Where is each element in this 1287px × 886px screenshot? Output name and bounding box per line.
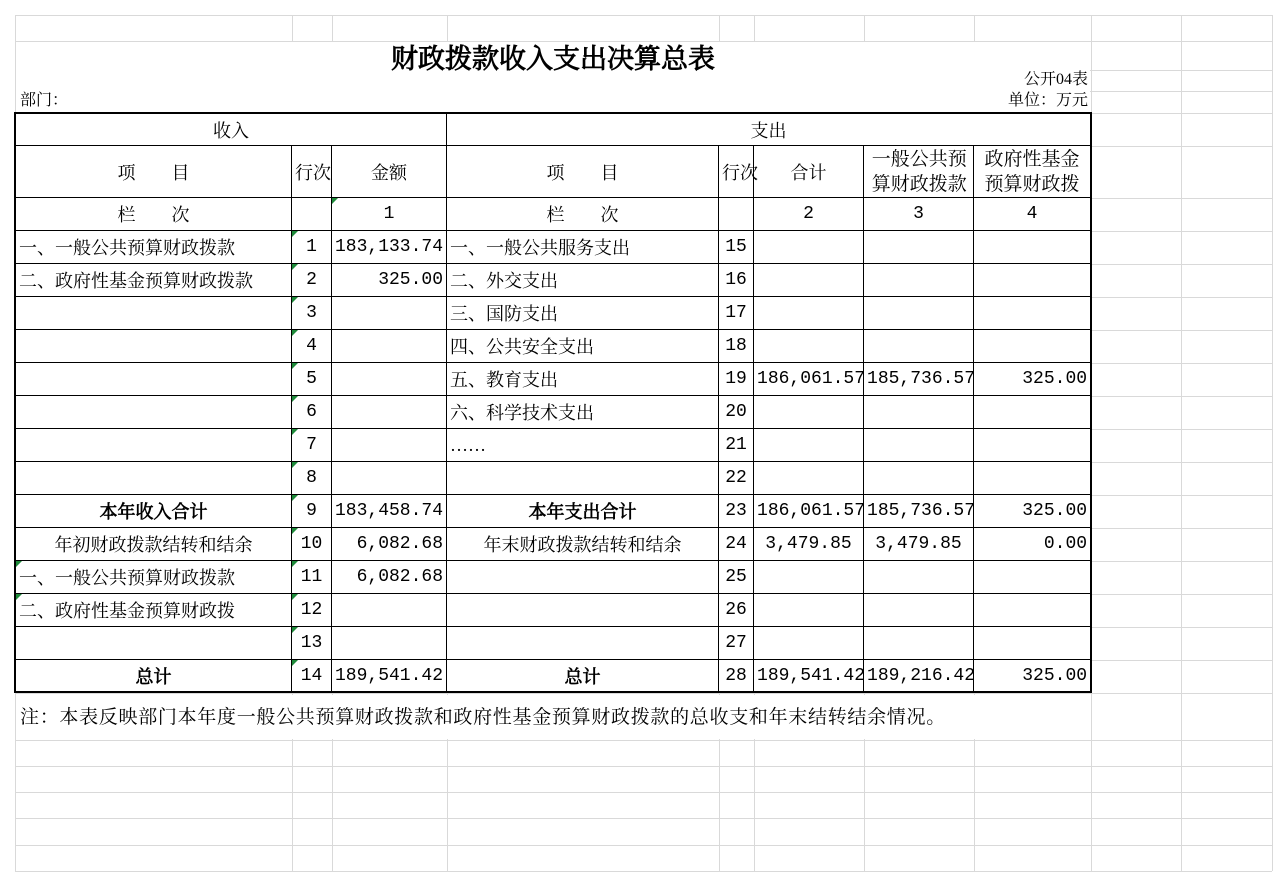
expense-item-cell[interactable]: 年末财政拨款结转和结余	[447, 528, 719, 561]
income-item-cell[interactable]	[16, 462, 292, 495]
income-item-cell[interactable]	[16, 627, 292, 660]
income-line-cell[interactable]: 8	[292, 462, 332, 495]
table-row	[16, 297, 1090, 330]
expense-general-budget-cell[interactable]: 189,216.42	[864, 660, 974, 691]
income-item-cell[interactable]: 一、一般公共预算财政拨款	[16, 231, 292, 264]
income-line-cell[interactable]: 2	[292, 264, 332, 297]
expense-line-cell[interactable]: 22	[719, 462, 754, 495]
expense-total-cell[interactable]	[754, 330, 864, 363]
income-amount-cell[interactable]: 183,458.74	[332, 495, 447, 528]
income-line-cell[interactable]: 6	[292, 396, 332, 429]
expense-total-cell[interactable]	[754, 396, 864, 429]
expense-line-cell[interactable]: 28	[719, 660, 754, 691]
income-line-cell[interactable]: 10	[292, 528, 332, 561]
expense-general-budget-cell[interactable]	[864, 231, 974, 264]
expense-item-cell[interactable]: 三、国防支出	[447, 297, 719, 330]
expense-general-budget-cell[interactable]: 185,736.57	[864, 495, 974, 528]
expense-gov-fund-cell[interactable]: 325.00	[974, 363, 1090, 396]
income-amount-cell[interactable]	[332, 330, 447, 363]
table-row	[16, 495, 1090, 528]
income-item-cell[interactable]	[16, 396, 292, 429]
expense-general-budget-cell[interactable]	[864, 561, 974, 594]
column-header-row	[16, 146, 1090, 198]
expense-total-cell[interactable]	[754, 627, 864, 660]
table-header	[16, 114, 1090, 231]
expense-line-cell[interactable]: 26	[719, 594, 754, 627]
income-amount-cell[interactable]	[332, 396, 447, 429]
expense-total-cell[interactable]	[754, 297, 864, 330]
table-row	[16, 396, 1090, 429]
expense-line-cell[interactable]: 20	[719, 396, 754, 429]
income-line-cell[interactable]: 14	[292, 660, 332, 691]
expense-general-budget-cell[interactable]	[864, 594, 974, 627]
income-item-cell[interactable]: 年初财政拨款结转和结余	[16, 528, 292, 561]
expense-item-cell[interactable]	[447, 462, 719, 495]
table-row	[16, 627, 1090, 660]
expense-line-header[interactable]: 行次	[719, 146, 754, 198]
expense-line-cell[interactable]: 17	[719, 297, 754, 330]
table-row	[16, 429, 1090, 462]
note-block	[16, 695, 1090, 739]
income-amount-header[interactable]: 金额	[332, 146, 447, 198]
expense-total-cell[interactable]	[754, 561, 864, 594]
table-body	[16, 231, 1090, 691]
expense-gov-fund-cell[interactable]	[974, 561, 1090, 594]
expense-gov-fund-cell[interactable]	[974, 429, 1090, 462]
expense-item-cell[interactable]: 六、科学技术支出	[447, 396, 719, 429]
table-row	[16, 660, 1090, 691]
expense-line-cell[interactable]: 18	[719, 330, 754, 363]
income-amount-cell[interactable]	[332, 429, 447, 462]
expense-total-header[interactable]: 合计	[754, 146, 864, 198]
income-amount-cell[interactable]	[332, 627, 447, 660]
expense-line-cell[interactable]: 24	[719, 528, 754, 561]
expense-line-column-number[interactable]	[719, 198, 754, 231]
expense-item-cell[interactable]: 本年支出合计	[447, 495, 719, 528]
expense-line-cell[interactable]: 16	[719, 264, 754, 297]
income-item-cell[interactable]: 一、一般公共预算财政拨款	[16, 561, 292, 594]
income-line-cell[interactable]: 1	[292, 231, 332, 264]
income-amount-cell[interactable]	[332, 363, 447, 396]
income-amount-cell[interactable]: 189,541.42	[332, 660, 447, 691]
expense-item-cell[interactable]: 总计	[447, 660, 719, 691]
expense-item-cell[interactable]: 二、外交支出	[447, 264, 719, 297]
table-row	[16, 363, 1090, 396]
table-row	[16, 561, 1090, 594]
expense-total-cell[interactable]	[754, 264, 864, 297]
column-number-row	[16, 198, 1090, 231]
expense-total-cell[interactable]	[754, 462, 864, 495]
expense-general-budget-header-label: 一般公共预算财政拨款	[871, 148, 967, 195]
income-line-cell[interactable]: 3	[292, 297, 332, 330]
expense-general-budget-column-number[interactable]: 3	[864, 198, 974, 231]
income-item-cell[interactable]	[16, 363, 292, 396]
section-header-row	[16, 114, 1090, 146]
income-line-cell[interactable]: 12	[292, 594, 332, 627]
expense-total-cell[interactable]	[754, 429, 864, 462]
income-item-cell[interactable]: 二、政府性基金预算财政拨款	[16, 264, 292, 297]
expense-general-budget-cell[interactable]: 185,736.57	[864, 363, 974, 396]
expense-item-column-number[interactable]: 栏 次	[447, 198, 719, 231]
income-item-cell[interactable]	[16, 330, 292, 363]
expense-gov-fund-cell[interactable]	[974, 396, 1090, 429]
expense-general-budget-cell[interactable]	[864, 396, 974, 429]
income-line-cell[interactable]: 11	[292, 561, 332, 594]
income-line-header[interactable]: 行次	[292, 146, 332, 198]
title-block	[16, 42, 1090, 112]
expense-gov-fund-cell[interactable]: 0.00	[974, 528, 1090, 561]
income-amount-cell[interactable]: 6,082.68	[332, 528, 447, 561]
expense-line-cell[interactable]: 15	[719, 231, 754, 264]
form-code[interactable]: 公开04表	[1023, 71, 1088, 88]
expense-gov-fund-cell[interactable]	[974, 627, 1090, 660]
expense-total-cell[interactable]: 3,479.85	[754, 528, 864, 561]
page-title[interactable]: 财政拨款收入支出决算总表	[391, 44, 715, 74]
expense-general-budget-cell[interactable]	[864, 264, 974, 297]
income-section-header[interactable]: 收入	[16, 114, 447, 146]
expense-general-budget-header[interactable]	[864, 146, 974, 198]
expense-gov-fund-cell[interactable]	[974, 297, 1090, 330]
expense-item-header[interactable]: 项 目	[447, 146, 719, 198]
expense-gov-fund-column-number[interactable]: 4	[974, 198, 1090, 231]
expense-line-cell[interactable]: 25	[719, 561, 754, 594]
expense-line-cell[interactable]: 27	[719, 627, 754, 660]
income-line-cell[interactable]: 13	[292, 627, 332, 660]
expense-total-cell[interactable]	[754, 231, 864, 264]
income-amount-cell[interactable]: 325.00	[332, 264, 447, 297]
budget-summary-table	[14, 112, 1092, 693]
expense-section-header[interactable]: 支出	[447, 114, 1090, 146]
expense-item-cell[interactable]	[447, 627, 719, 660]
table-grid	[16, 114, 1090, 691]
expense-item-cell[interactable]	[447, 561, 719, 594]
expense-general-budget-cell[interactable]	[864, 429, 974, 462]
income-item-cell[interactable]	[16, 297, 292, 330]
income-line-cell[interactable]: 5	[292, 363, 332, 396]
income-item-column-number[interactable]: 栏 次	[16, 198, 292, 231]
income-line-column-number[interactable]	[292, 198, 332, 231]
expense-gov-fund-cell[interactable]: 325.00	[1022, 665, 1088, 686]
expense-line-cell[interactable]: 23	[719, 495, 754, 528]
expense-item-cell[interactable]: 一、一般公共服务支出	[447, 231, 719, 264]
expense-gov-fund-cell[interactable]: 325.00	[974, 495, 1090, 528]
expense-gov-fund-cell[interactable]	[974, 462, 1090, 495]
expense-general-budget-cell[interactable]	[864, 462, 974, 495]
expense-general-budget-cell[interactable]	[864, 297, 974, 330]
income-amount-cell[interactable]	[332, 462, 447, 495]
expense-gov-fund-cell[interactable]	[974, 264, 1090, 297]
income-item-header[interactable]: 项 目	[16, 146, 292, 198]
expense-total-cell[interactable]: 186,061.57	[754, 363, 864, 396]
income-line-cell[interactable]: 4	[292, 330, 332, 363]
income-amount-cell[interactable]	[332, 297, 447, 330]
expense-item-cell[interactable]: ……	[447, 429, 719, 462]
expense-total-column-number[interactable]: 2	[754, 198, 864, 231]
table-row	[16, 462, 1090, 495]
table-row	[16, 330, 1090, 363]
expense-total-cell[interactable]	[754, 594, 864, 627]
expense-general-budget-cell[interactable]	[864, 330, 974, 363]
income-item-cell[interactable]: 本年收入合计	[16, 495, 292, 528]
expense-general-budget-cell[interactable]: 3,479.85	[864, 528, 974, 561]
table-row	[16, 231, 1090, 264]
expense-item-cell[interactable]: 四、公共安全支出	[447, 330, 719, 363]
income-item-cell[interactable]	[16, 429, 292, 462]
expense-gov-fund-cell[interactable]	[974, 594, 1090, 627]
income-item-cell[interactable]: 二、政府性基金预算财政拨	[16, 594, 292, 627]
table-row	[16, 264, 1090, 297]
department-label[interactable]: 部门：	[20, 92, 69, 109]
income-amount-cell[interactable]: 6,082.68	[332, 561, 447, 594]
table-row	[16, 528, 1090, 561]
table-note[interactable]: 注：本表反映部门本年度一般公共预算财政拨款和政府性基金预算财政拨款的总收支和年末结转结余情况。	[20, 707, 946, 728]
expense-total-cell[interactable]: 189,541.42	[754, 660, 864, 691]
income-item-cell[interactable]: 总计	[16, 660, 292, 691]
expense-gov-fund-cell[interactable]	[974, 231, 1090, 264]
expense-item-cell[interactable]	[447, 594, 719, 627]
income-line-cell[interactable]: 9	[292, 495, 332, 528]
expense-gov-fund-header-label: 政府性基金预算财政拨	[984, 148, 1080, 195]
expense-gov-fund-cell[interactable]	[974, 330, 1090, 363]
expense-line-cell[interactable]: 21	[719, 429, 754, 462]
expense-total-cell[interactable]: 186,061.57	[754, 495, 864, 528]
income-amount-cell[interactable]: 183,133.74	[332, 231, 447, 264]
expense-gov-fund-header[interactable]	[974, 146, 1090, 198]
expense-general-budget-cell[interactable]	[864, 627, 974, 660]
income-amount-cell[interactable]	[332, 594, 447, 627]
unit-label[interactable]: 单位：万元	[1007, 92, 1088, 109]
income-amount-column-number[interactable]: 1	[332, 198, 447, 231]
expense-item-cell[interactable]: 五、教育支出	[447, 363, 719, 396]
expense-line-cell[interactable]: 19	[719, 363, 754, 396]
table-row	[16, 594, 1090, 627]
income-line-cell[interactable]: 7	[292, 429, 332, 462]
